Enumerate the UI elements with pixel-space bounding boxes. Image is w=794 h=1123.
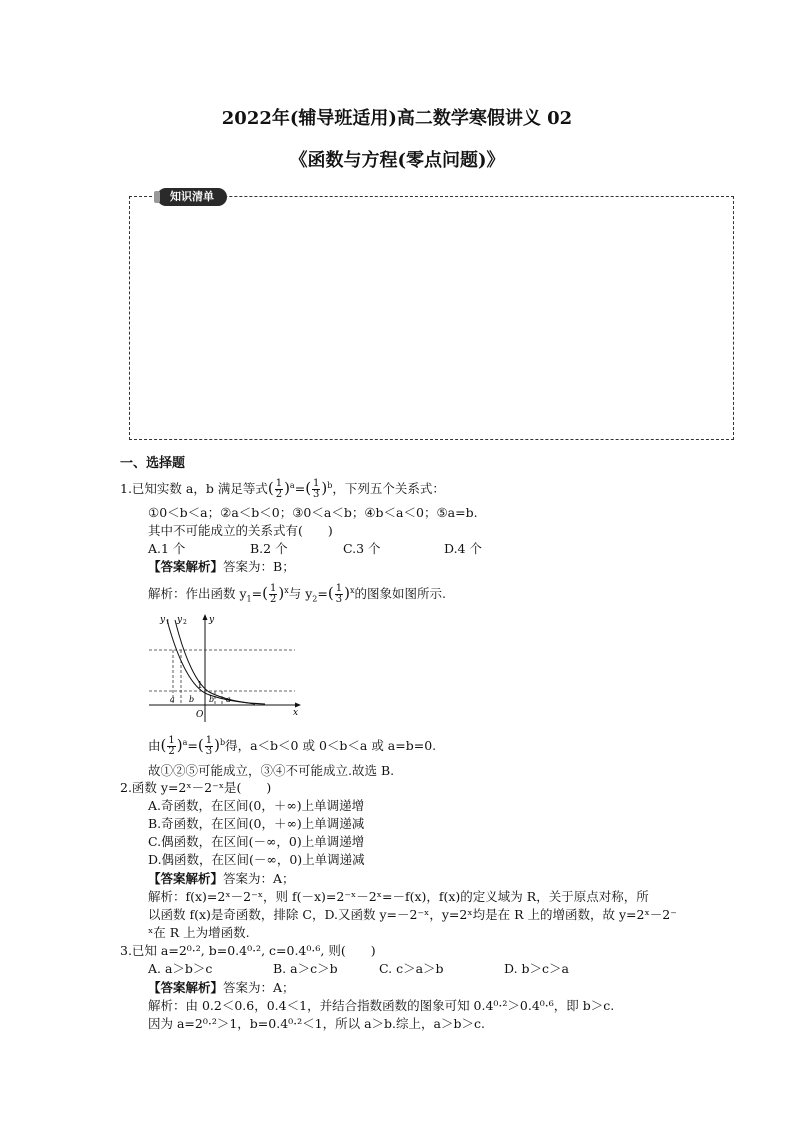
q3-stem: 3.已知 a=2⁰·², b=0.4⁰·², c=0.4⁰·⁶, 则( )	[120, 943, 376, 958]
q1-option-b: B.2 个	[250, 541, 288, 556]
q1-answer: 【答案解析】答案为：B；	[148, 559, 295, 574]
q2-explanation-1: 解析：f(x)=2ˣ－2⁻ˣ，则 f(－x)=2⁻ˣ－2ˣ=－f(x)，f(x)的定义域为 R，关于原点对称，所	[148, 889, 649, 904]
label-b-left: b	[189, 695, 195, 704]
q2-explanation-3: ˣ在 R 上为增函数.	[148, 925, 250, 940]
label-y-axis: y	[209, 615, 215, 625]
q1-relations: ①0＜b＜a；②a＜b＜0；③0＜a＜b；④b＜a＜0；⑤a=b.	[148, 505, 478, 520]
knowledge-badge: 知识清单	[157, 188, 227, 206]
q3-option-c: C. c＞a＞b	[379, 961, 444, 976]
q1-option-a: A.1 个	[148, 541, 186, 556]
q2-option-b: B.奇函数，在区间(0，＋∞)上单调递减	[148, 816, 365, 831]
q3-explanation-1: 解析：由 0.2＜0.6，0.4＜1，并结合指数函数的图象可知 0.4⁰·²＞0.4⁰·⁶，即 b＞c.	[148, 998, 615, 1013]
q3-answer: 【答案解析】答案为：A；	[148, 980, 295, 995]
label-b-right: b	[209, 695, 215, 704]
q1-stem: 1.已知实数 a，b 满足等式( $\frac{1}{2}$ )$^a$=( $\frac{1}{3}$ )$^b$，下列五个关系式：	[120, 478, 445, 501]
q3-option-b: B. a＞c＞b	[273, 961, 338, 976]
q3-option-d: D. b＞c＞a	[504, 961, 569, 976]
q2-answer: 【答案解析】答案为：A；	[148, 871, 295, 886]
q1-ask: 其中不可能成立的关系式有( )	[148, 523, 333, 538]
label-one: 1	[197, 681, 203, 691]
q2-option-a: A.奇函数，在区间(0，＋∞)上单调递增	[148, 798, 365, 813]
q1-explanation-3: 故①②⑤可能成立，③④不可能成立.故选 B.	[148, 763, 395, 778]
label-y1: y	[160, 615, 166, 625]
label-a-left: a	[170, 695, 175, 704]
page-title: 2022年(辅导班适用)高二数学寒假讲义 02	[221, 108, 573, 129]
label-origin: O	[196, 710, 204, 720]
q1-option-d: D.4 个	[444, 541, 482, 556]
label-y2: y	[177, 615, 183, 625]
label-y2-sub: 2	[183, 619, 187, 626]
q2-stem: 2.函数 y=2ˣ－2⁻ˣ是( )	[120, 780, 272, 795]
section-heading: 一、选择题	[120, 456, 186, 471]
q3-option-a: A. a＞b＞c	[148, 961, 213, 976]
knowledge-box	[129, 196, 734, 440]
q1-explanation-2: 由( $\frac{1}{2}$ )$^a$=( $\frac{1}{3}$ )$^b$得，a＜b＜0 或 0＜b＜a 或 a=b=0.	[148, 735, 437, 758]
q1-option-c: C.3 个	[343, 541, 381, 556]
q3-explanation-2: 因为 a=2⁰·²＞1，b=0.4⁰·²＜1，所以 a＞b.综上，a＞b＞c.	[148, 1016, 485, 1031]
q2-option-c: C.偶函数，在区间(－∞，0)上单调递增	[148, 834, 365, 849]
page-subtitle: 《函数与方程(零点问题)》	[289, 150, 505, 171]
label-x-axis: x	[293, 708, 299, 718]
exponential-graph	[145, 612, 305, 724]
q2-explanation-2: 以函数 f(x)是奇函数，排除 C，D.又函数 y=－2⁻ˣ，y=2ˣ均是在 R 上的增函数，故 y=2ˣ－2⁻	[148, 907, 677, 922]
y-axis-arrow	[203, 614, 208, 620]
x-axis-arrow	[295, 703, 301, 708]
label-a-right: a	[226, 695, 231, 704]
q2-option-d: D.偶函数，在区间(－∞，0)上单调递减	[148, 852, 365, 867]
q1-explanation-1: 解析：作出函数 $y_1=$( $\frac{1}{2}$ )$^x$与 $y_2=$( $\frac{1}{3}$ )$^x$的图象如图所示.	[148, 583, 446, 606]
label-y1-sub: 1	[166, 619, 170, 626]
curve-y1	[167, 620, 265, 704]
